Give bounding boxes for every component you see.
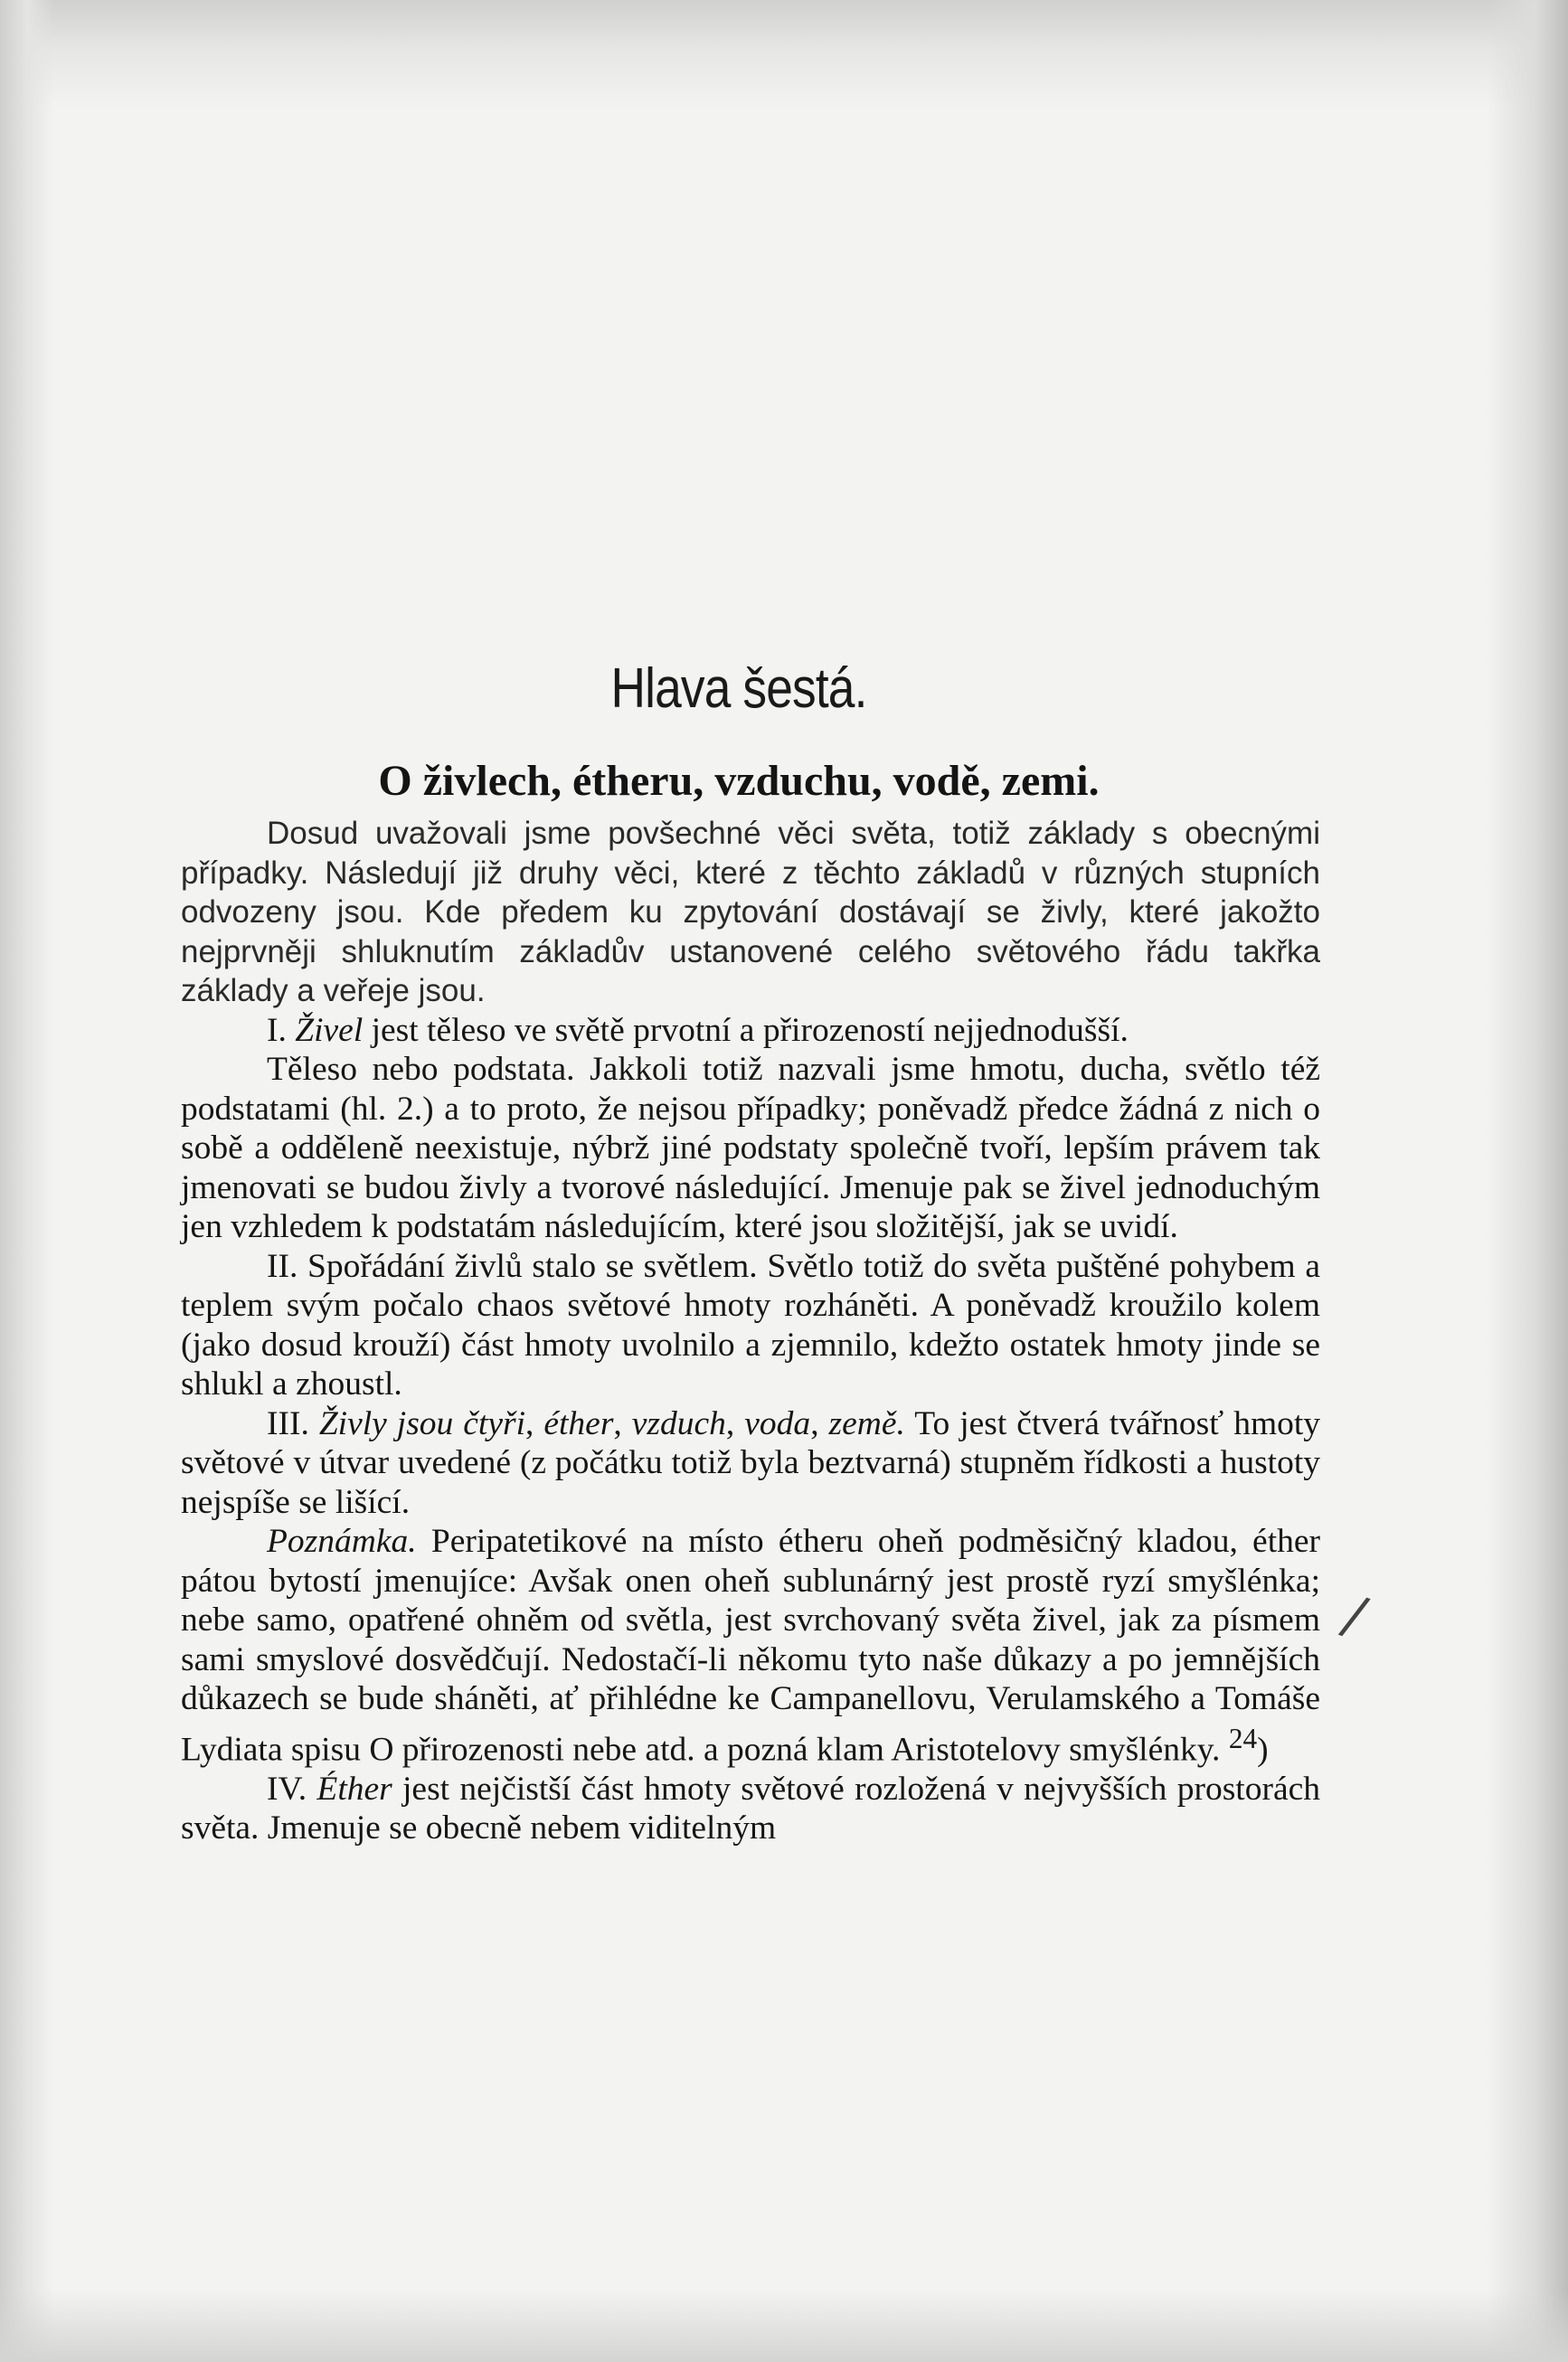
paragraph-4-term: Éther [316,1770,392,1808]
paragraph-1-term: Živel [295,1011,364,1049]
paragraph-2: II. Spořádání živlů stalo se světlem. Světlo totiž do světa puštěné pohybem a teplem svým počalo chaos světové hmoty rozháněti. A poněvadž kroužilo kolem (jako dosud krouží) část hmoty uvolnilo a zjemnilo, kdežto ostatek hmoty jinde se shlukl a zhoustl. [181,1247,1320,1403]
paragraph-4-text: jest nejčistší část hmoty světové rozložená v nejvyšších prostorách světa. Jmenuje se obecně nebem viditelným [181,1770,1320,1847]
paragraph-4 [181,1770,1320,1848]
paragraph-3-term-2: éther [543,1404,614,1442]
paragraph-intro: Dosud uvažovali jsme povšechné věci světa, totiž základy s obecnými případky. Následují již druhy věci, které z těchto základů v různých stupních odvozeny jsou. Kde předem ku zpytování dostávají se živly, které jakožto nejprvněji shluknutím základův ustanovené celého světového řádu takřka základy a veřeje jsou. [181,816,1320,1008]
paragraph-note [181,1522,1320,1770]
separator: , [525,1404,534,1442]
scan-shadow-top [0,0,1568,109]
scan-shadow-right [1487,0,1568,2362]
paragraph-3-term-1: Živly jsou čtyři [318,1404,525,1442]
chapter-body [181,814,1320,1848]
paragraph-1-number: I. [267,1011,287,1049]
scan-shadow-bottom [0,2290,1568,2362]
paragraph-1-text: jest těleso ve světě prvotní a přirozeností nejjednodušší. [371,1011,1129,1049]
note-term: Poznámka. [267,1523,417,1560]
paragraph-3-text: To jest čtverá tvářnosť hmoty světové v útvar uvedené (z počátku totiž byla beztvarná) stupněm řídkosti a hustoty nejspíše se lišící. [181,1404,1321,1521]
footnote-close: ) [1257,1731,1269,1768]
chapter-heading: Hlava šestá. [610,657,867,720]
scan-shadow-left [0,0,54,2362]
paragraph-1 [181,1011,1320,1051]
chapter-subheading: O živlech, étheru, vzduchu, vodě, zemi. [378,757,1100,805]
paragraph-4-number: IV. [267,1770,307,1808]
footnote-marker: 24 [1228,1722,1258,1754]
separator: , [810,1404,819,1442]
paragraph-3-term-4: voda [744,1404,811,1442]
separator: , [613,1404,622,1442]
paragraph-3-number: III. [267,1404,309,1442]
paragraph-1-explanation: Těleso nebo podstata. Jakkoli totiž nazvali jsme hmotu, ducha, světlo též podstatami (hl. 2.) a to proto, že nejsou případky; poněvadž předce žádná z nich o sobě a odděleně neexistuje, nýbrž jiné podstaty společně tvoří, lepším právem tak jmenovati se budou živly a tvorové následující. Jmenuje pak se živel jednoduchým jen vzhledem k podstatám následujícím, které jsou složitější, jak se uvidí. [181,1051,1320,1245]
handwritten-margin-mark: / [1335,1583,1374,1649]
paragraph-3 [181,1404,1320,1523]
note-text: Peripatetikové na místo étheru oheň podměsičný kladou, éther pátou bytostí jmenujíce: Avšak onen oheň sublunárný jest prostě ryzí smyšlénka; nebe samo, opatřené ohněm od světla, jest svrchovaný světa živel, jak za písmem sami smyslové dosvědčují. Nedostačí-li někomu tyto naše důkazy a po jemnějších důkazech se bude sháněti, ať přihlédne ke Campanellovu, Verulamského a Tomáše Lydiata spisu O přirozenosti nebe atd. a pozná klam Aristotelovy smyšlénky. [181,1523,1321,1768]
paragraph-3-term-3: vzduch [631,1404,726,1442]
paragraph-3-term-5: země. [828,1404,905,1442]
separator: , [725,1404,735,1442]
